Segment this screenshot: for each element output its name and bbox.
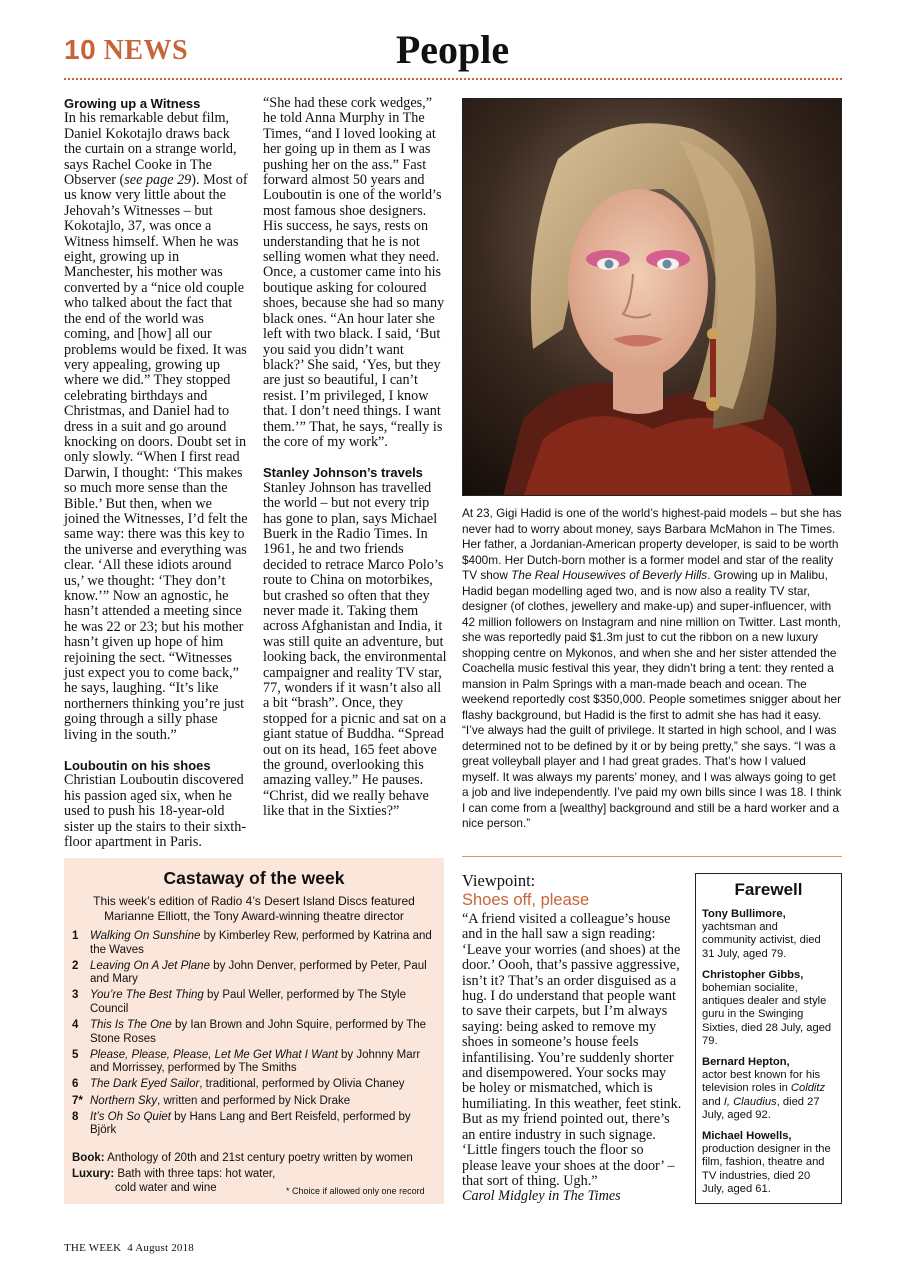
louboutin-heading: Louboutin on his shoes [64, 758, 211, 774]
portrait-photo-icon [463, 99, 842, 496]
farewell-entry: Bernard Hepton, actor best known for his television roles in Colditz and I, Claudius, died 27 July, aged 92. [702, 1056, 826, 1121]
viewpoint-title: Shoes off, please [462, 891, 590, 909]
viewpoint-column [462, 872, 682, 1205]
list-item: 8 It’s Oh So Quiet by Hans Lang and Bert Reisfeld, performed by Björk [72, 1110, 411, 1137]
list-item: 7* Northern Sky, written and performed by Nick Drake [72, 1094, 351, 1107]
photo-caption: At 23, Gigi Hadid is one of the world’s highest-paid models – but she has never had to worry about money, says Barbara McMahon in The Times. Her father, a Jordanian-American property developer, is said to be worth $400m. Her Dutch-born mother is a former model and star of the reality TV show The Real Housewives of Beverly Hills. Growing up in Malibu, Hadid began modelling aged two, and is now also a reality TV star, designer (of clothes, jewellery and make-up) and super-influencer, with 42 million followers on Instagram and nine million on Twitter. Last month, she was reportedly paid $1.3m just to cut the ribbon on a new luxury shopping centre on Mykonos, and when she and her sister attended the Coachella music festival this year, they didn’t bring a tent: they rented a mansion in Palm Springs with a man-made beach and ocean. The weekend reportedly cost $350,000. People sometimes snigger about her flashy background, but Hadid is the first to admit she has had it easy. “I’ve always had the guilt of privilege. It started in high school, and I was determined not to be defined by it or by being pretty,” she says. “I was a great volleyball player and I had great grades. That’s how I valued myself. It was always my parents’ money, and I was always going to get a job and live independently. I’ve paid my own bills since I was 18. I think I can come from a [wealthy] background and still be a hard worker and a nice person.” [462, 506, 842, 830]
farewell-entry: Christopher Gibbs, bohemian socialite, antiques dealer and style guru in the Swinging Sixties, died 28 July, aged 79. [702, 968, 832, 1047]
louboutin-body-part1: Christian Louboutin discovered his passion aged six, when he used to push his 18-year-old sister up the stairs to their sixth-floor apartment in Paris. [64, 772, 247, 851]
column-1 [64, 96, 249, 851]
list-item: 3 You’re The Best Thing by Paul Weller, performed by The Style Council [72, 989, 406, 1015]
gigi-hadid-photo [462, 98, 842, 496]
stanley-heading: Stanley Johnson’s travels [263, 465, 423, 481]
castaway-book: Book: Anthology of 20th and 21st century poetry written by women [72, 1152, 413, 1164]
page-footer [64, 1242, 194, 1254]
publication-name: THE WEEK [64, 1242, 122, 1254]
witness-body: In his remarkable debut film, Daniel Kokotajlo draws back the curtain on a strange world, says Rachel Cooke in The Observer (see page 29). Most of us know very little about the Jehovah’s Witnesses – but Kokotajlo, 37, was once a Witness himself. When he was eight, growing up in Manchester, his mother was converted by a “nice old couple who talked about the fact that the end of the world was coming, and [how] all our problems would be fixed. It was very appealing, growing up where we did.” They stopped celebrating birthdays and Christmas, and Daniel had to dress in a suit and go around knocking on doors. Doubt set in only slowly. “When I first read Darwin, I thought: ‘This makes so much more sense than the Bible.’ But then, when we joined the Witnesses, I’d felt the same way: there was this key to the universe and everything was clear. ‘All these idiots around us,’ we thought: ‘They don’t know.’” Now an agnostic, he hasn’t attended a meeting since he was 22 or 23; but his mother hasn’t given up hope of him rejoining the sect. “Witnesses just expect you to come back,” he says, laughing. “It’s like northerners thinking you’re just going through a silly phase living in the south.” [64, 110, 248, 743]
section-name: NEWS [103, 35, 189, 66]
castaway-luxury: Luxury: Bath with three taps: hot water, cold water and wine [72, 1168, 276, 1194]
viewpoint-body: “A friend visited a colleague’s house and in the hall saw a sign reading: ‘Leave your worries (and shoes) at the door.’ Oooh, that’s passive aggressive, isn’t it? That’s an order disguised as a hug. I do understand that people want to save their carpets, but I’m always saying: being asked to remove my shoes in someone’s house feels infantilising. You’re suddenly shorter and disempowered. Your socks may be holey or mismatched, which is humiliating. In this weather, feet stink. But as my friend pointed out, there’s an entire industry in such signage. ‘Little fingers touch the floor so please leave your shoes at the door’ – that sort of thing. Ugh.” [462, 911, 682, 1189]
castaway-title: Castaway of the week [163, 868, 345, 888]
issue-date: 4 August 2018 [127, 1242, 194, 1254]
section-divider [462, 856, 842, 857]
header-divider [64, 78, 842, 80]
castaway-track-list [72, 930, 437, 1140]
farewell-entry: Tony Bullimore, yachtsman and community activist, died 31 July, aged 79. [702, 908, 821, 960]
list-item: 1 Walking On Sunshine by Kimberley Rew, performed by Katrina and the Waves [72, 930, 432, 956]
list-item: 6 The Dark Eyed Sailor, traditional, performed by Olivia Chaney [72, 1078, 405, 1091]
viewpoint-kicker: Viewpoint: [462, 871, 536, 890]
viewpoint-byline: Carol Midgley in The Times [462, 1188, 621, 1205]
louboutin-body-part2: “She had these cork wedges,” he told Anna Murphy in The Times, “and I loved looking at her going up in them as I was pushing her on the ass.” Fast forward almost 50 years and Louboutin is one of the world’s most famous shoe designers. His success, he says, rests on understanding that he is not selling women what they need. Once, a customer came into his boutique asking for coloured shoes, because she had so many black ones. “An hour later she left with two black. I said, ‘But you said you didn’t want black?’ She said, ‘Yes, but they are just so beautiful, I can’t resist. I’m privileged, I know that. I don’t need things. I want them.’” That, he says, “really is the core of my work”. [263, 95, 445, 450]
column-2 [263, 96, 448, 820]
farewell-box [695, 873, 842, 1204]
list-item: 4 This Is The One by Ian Brown and John Squire, performed by The Stone Roses [72, 1019, 427, 1045]
farewell-entry: Michael Howells, production designer in the film, fashion, theatre and TV industries, died 20 July, aged 61. [702, 1130, 831, 1195]
list-item: 5 Please, Please, Please, Let Me Get What I Want by Johnny Marr and Morrissey, performed by The Smiths [72, 1048, 421, 1075]
castaway-box [64, 858, 444, 1204]
castaway-footnote: * Choice if allowed only one record [286, 1186, 425, 1196]
page-number: 10 [64, 34, 97, 65]
page-title: People [395, 27, 510, 72]
castaway-intro: This week’s edition of Radio 4’s Desert Island Discs featured Marianne Elliott, the Tony Award-winning theatre director [93, 894, 415, 923]
stanley-body: Stanley Johnson has travelled the world – but not every trip has gone to plan, says Michael Buerk in the Radio Times. In 1961, he and two friends decided to retrace Marco Polo’s route to China on motorbikes, but crashed so often that they never made it. Taking them across Afghanistan and India, it was still quite an adventure, but looking back, the environmental campaigner and reality TV star, 77, wonders if it wasn’t also all a bit “brash”. Once, they stopped for a picnic and sat on a giant statue of Buddha. “Spread out on its head, 165 feet above the ground, overlooking this amazing valley.” He pauses. “Christ, did we really behave like that in the Sixties?” [263, 479, 447, 820]
list-item: 2 Leaving On A Jet Plane by John Denver, performed by Peter, Paul and Mary [72, 959, 427, 986]
farewell-title: Farewell [734, 880, 803, 899]
witness-heading: Growing up a Witness [64, 96, 201, 111]
